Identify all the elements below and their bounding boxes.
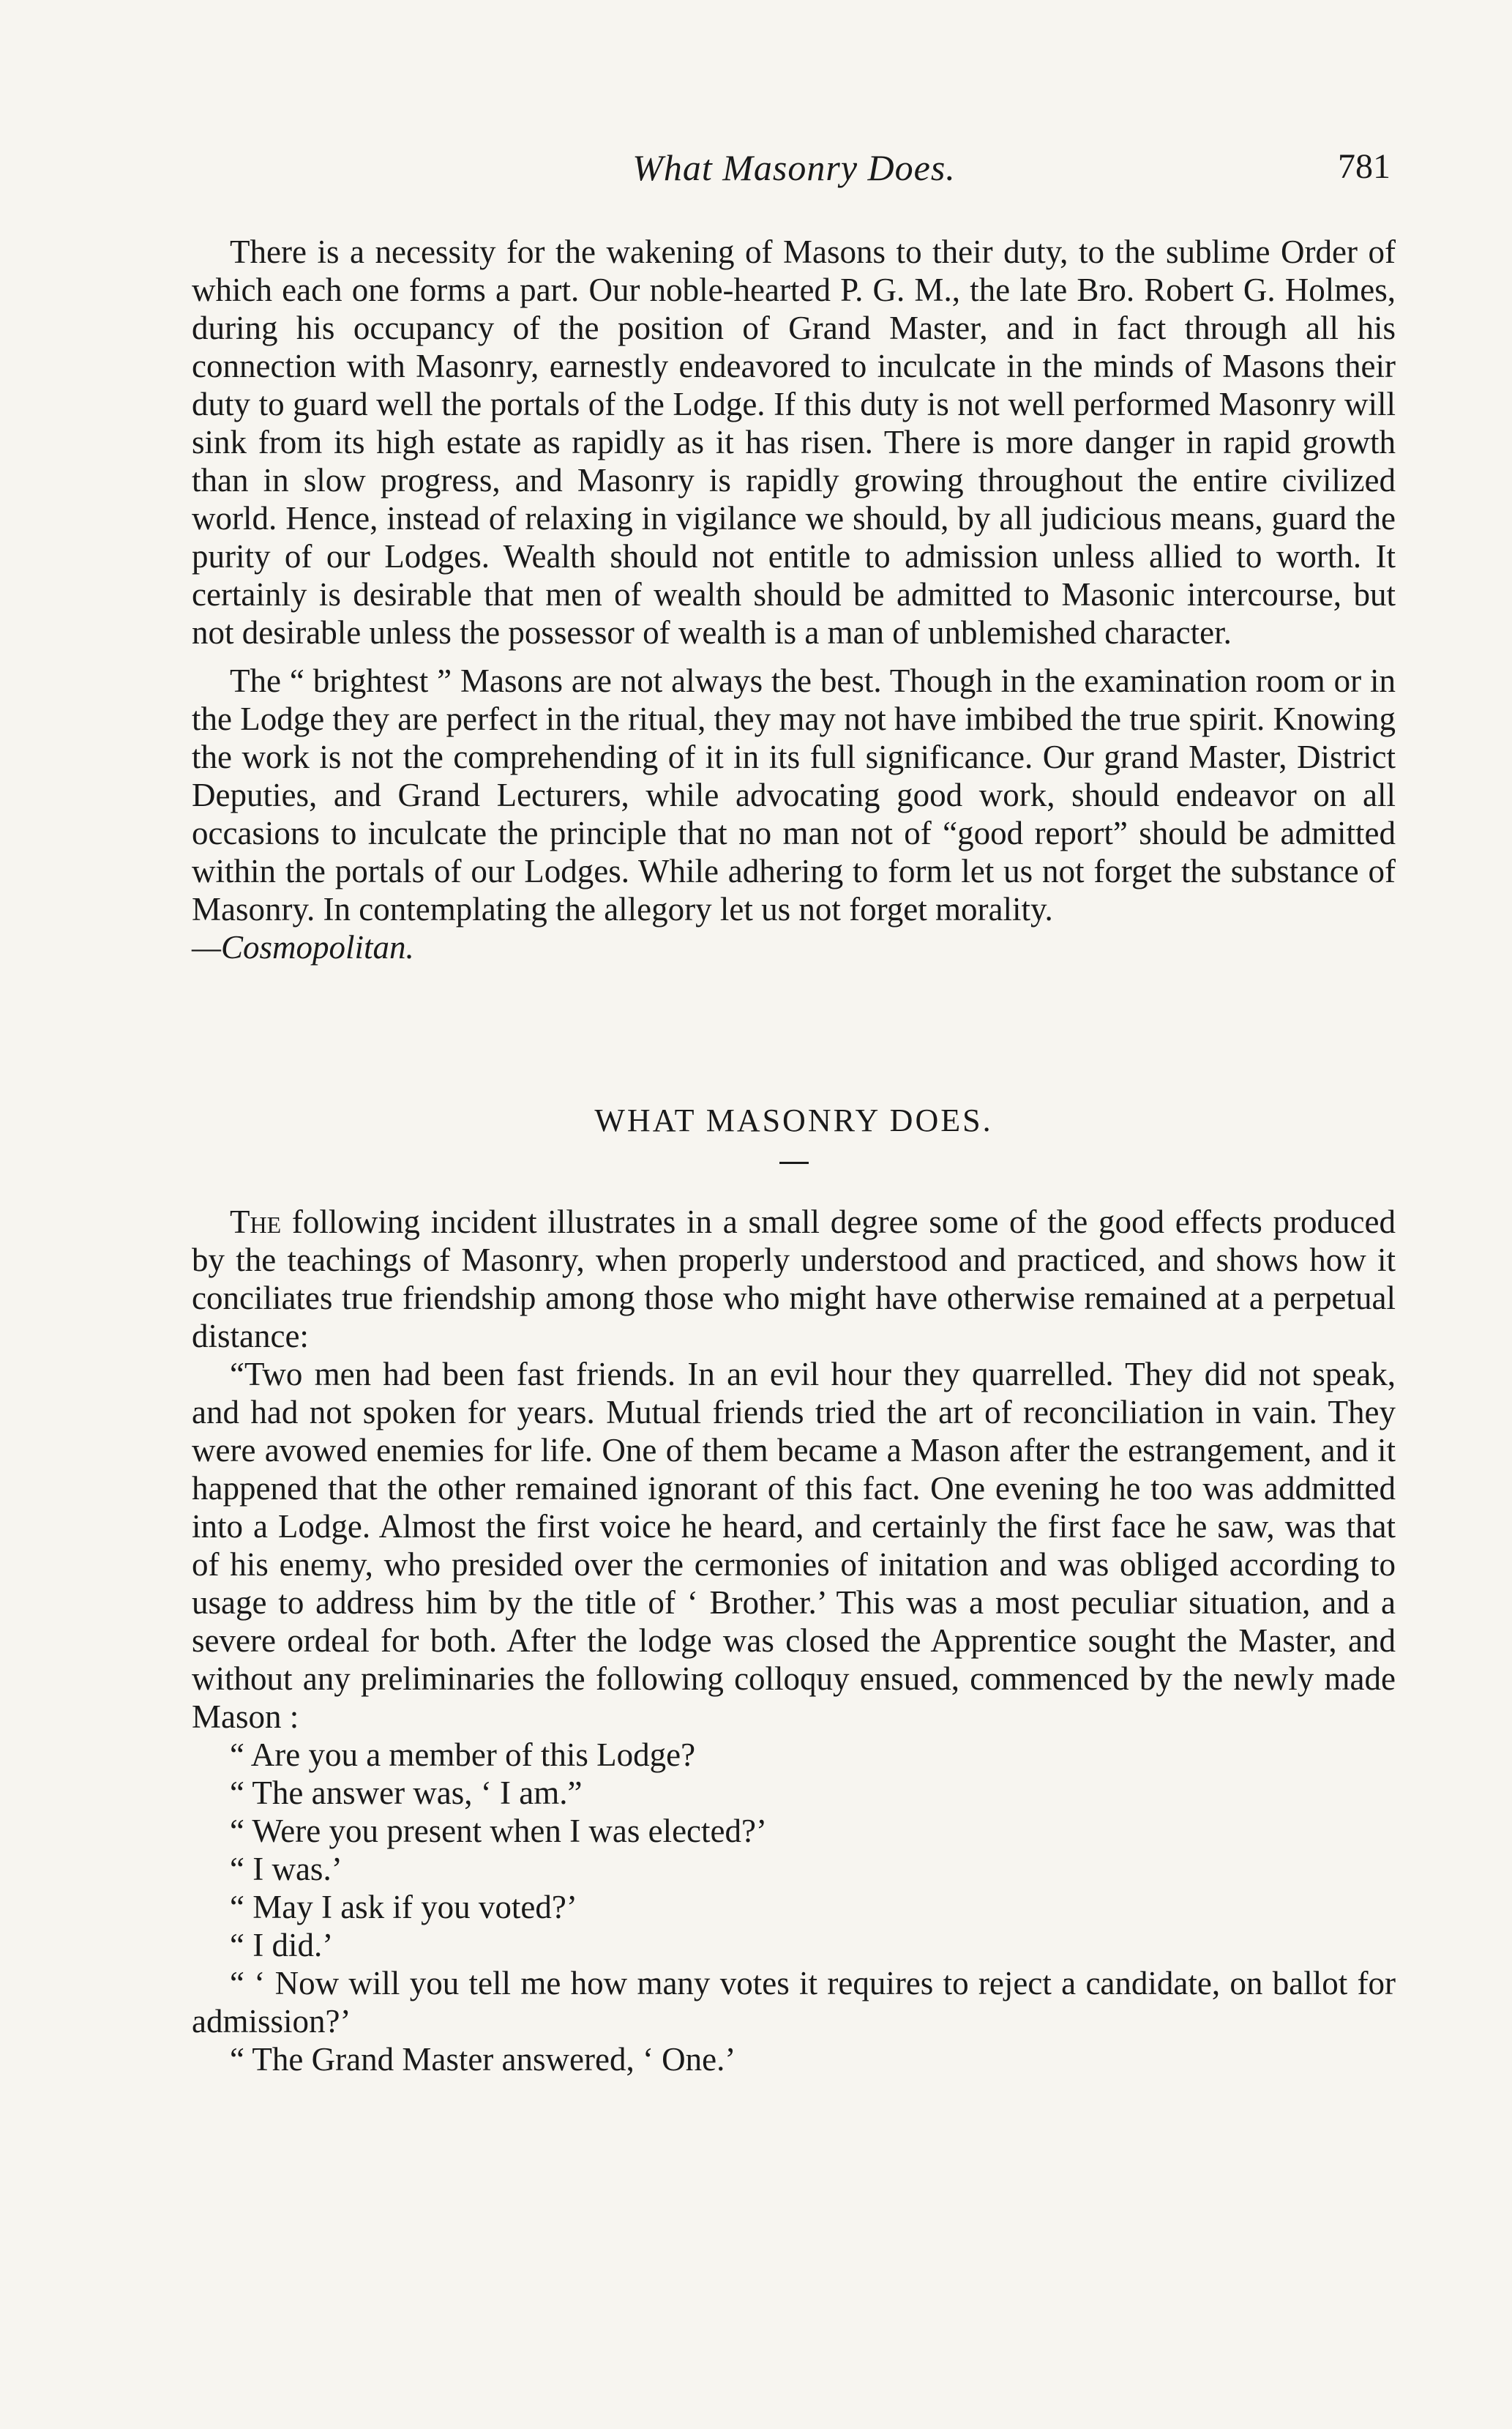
running-title: What Masonry Does. bbox=[632, 147, 956, 188]
dialogue-answer: “ The Grand Master answered, ‘ One.’ bbox=[230, 2041, 736, 2078]
dialogue-line: “ The answer was, ‘ I am.” bbox=[230, 1775, 583, 1811]
section-heading: WHAT MASONRY DOES. bbox=[594, 1102, 993, 1138]
dialogue-line: “ Are you a member of this Lodge? bbox=[230, 1736, 696, 1773]
source-attribution: —Cosmopolitan. bbox=[192, 929, 414, 966]
dialogue-line: “ Were you present when I was elected?’ bbox=[230, 1813, 767, 1849]
story-paragraph: “Two men had been fast friends. In an evil hour they quarrelled. They did not speak, and had not spoken for years. Mutual friends tried the art of reconciliation in vain. They were avowed enemies for life. One of them became a Mason after the estrangement, and it happened that the other remained ignorant of this fact. One evening he too was addmitted into a Lodge. Almost the first voice he heard, and certainly the first face he saw, was that of his enemy, who presided over the cermonies of initation and was obliged according to usage to address him by the title of ‘ Brother.’ This was a most peculiar situation, and a severe ordeal for both. After the lodge was closed the Apprentice sought the Master, and without any preliminaries the following colloquy ensued, commenced by the newly made Mason : bbox=[192, 1356, 1396, 1735]
dialogue-line: “ I was.’ bbox=[230, 1851, 343, 1887]
page-number: 781 bbox=[1338, 147, 1391, 186]
dialogue-line: “ May I ask if you voted?’ bbox=[230, 1889, 577, 1925]
intro-lead-word: The bbox=[230, 1204, 282, 1240]
article-what-masonry-does bbox=[192, 1203, 1396, 2078]
running-head bbox=[198, 146, 1391, 198]
dialogue-line: “ I did.’ bbox=[230, 1927, 334, 1963]
dialogue-question: “ ‘ Now will you tell me how many votes it requires to reject a candidate, on ballot for admission?’ bbox=[192, 1965, 1396, 2040]
body-paragraph: The “ brightest ” Masons are not always the best. Though in the examination room or in the Lodge they are perfect in the ritual, they may not have imbibed the true spirit. Knowing the work is not the comprehending of it in its full significance. Our grand Master, District Deputies, and Grand Lecturers, while advocating good work, should endeavor on all occasions to inculcate the principle that no man not of “good report” should be admitted within the portals of our Lodges. While adhering to form let us not forget the substance of Masonry. In contemplating the allegory let us not forget morality. bbox=[192, 663, 1396, 928]
intro-text: following incident illustrates in a small degree some of the good effects produced by the teachings of Masonry, when properly understood and practiced, and shows how it conciliates true friendship among those who might have otherwise remained at a perpetual distance: bbox=[192, 1204, 1396, 1354]
heading-rule bbox=[779, 1162, 809, 1164]
intro-paragraph bbox=[192, 1203, 1396, 1355]
article-cosmopolitan bbox=[192, 233, 1396, 966]
body-paragraph: There is a necessity for the wakening of Masons to their duty, to the sublime Order of which each one forms a part. Our noble-hearted P. G. M., the late Bro. Robert G. Holmes, during his occupancy of the position of Grand Master, and in fact through all his connection with Masonry, earnestly endeavored to inculcate in the minds of Masons their duty to guard well the portals of the Lodge. If this duty is not well performed Masonry will sink from its high estate as rapidly as it has risen. There is more danger in rapid growth than in slow progress, and Masonry is rapidly growing throughout the entire civilized world. Hence, instead of relaxing in vigilance we should, by all judicious means, guard the purity of our Lodges. Wealth should not entitle to admission unless allied to worth. It certainly is desirable that men of wealth should be admitted to Masonic intercourse, but not desirable unless the possessor of wealth is a man of unblemished character. bbox=[192, 234, 1396, 651]
